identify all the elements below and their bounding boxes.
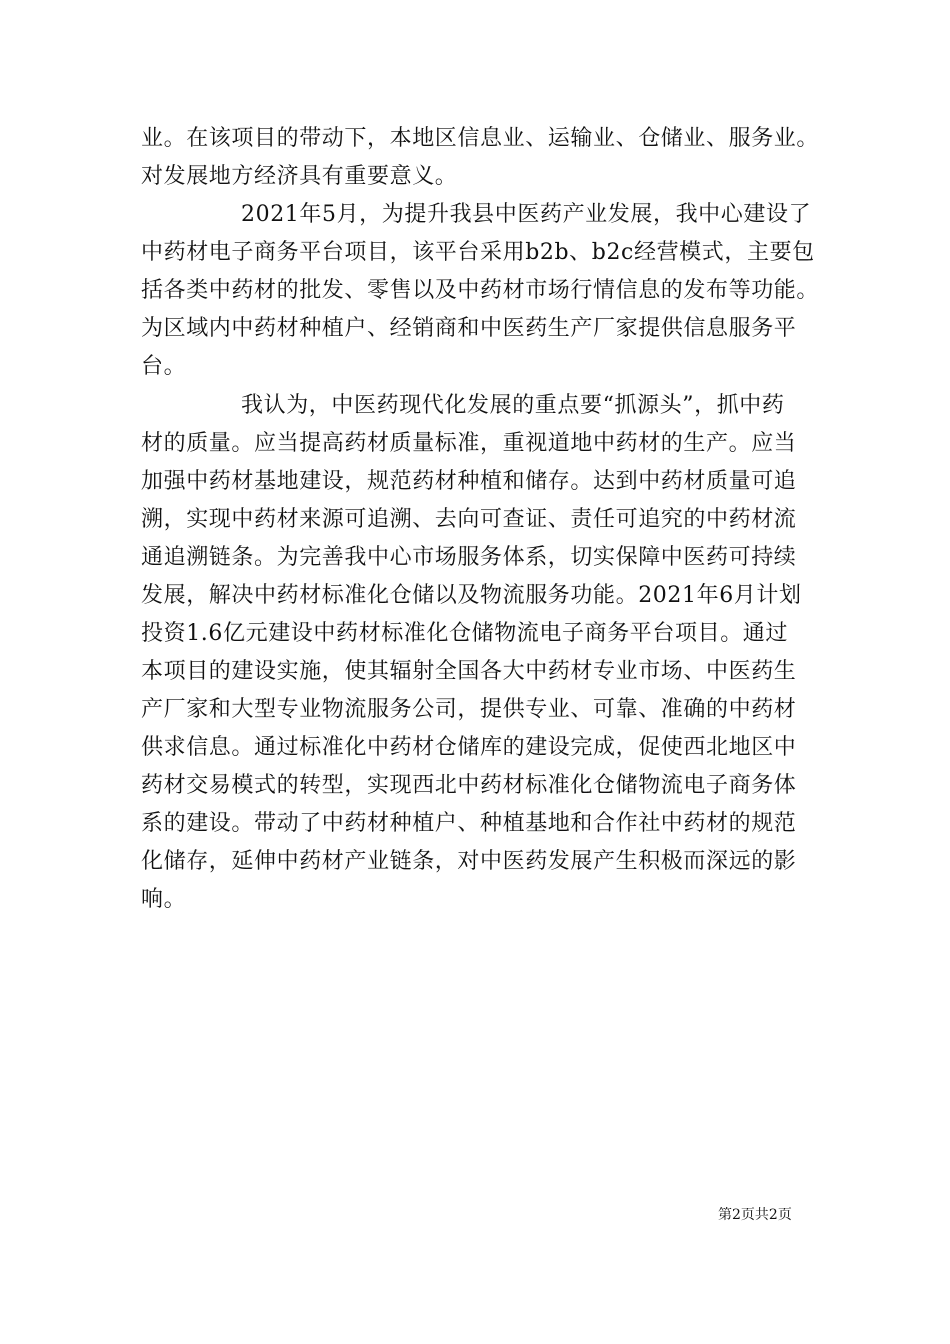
text-line: 产厂家和大型专业物流服务公司，提供专业、可靠、准确的中药材 bbox=[141, 697, 797, 722]
text-line: 响。 bbox=[141, 887, 187, 912]
text-line: 发展，解决中药材标准化仓储以及物流服务功能。2021年6月计划 bbox=[141, 583, 802, 608]
text-line: 溯，实现中药材来源可追溯、去向可查证、责任可追究的中药材流 bbox=[141, 507, 797, 532]
text-line: 括各类中药材的批发、零售以及中药材市场行情信息的发布等功能。 bbox=[141, 278, 820, 303]
text-line: 台。 bbox=[141, 354, 187, 379]
text-line: 本项目的建设实施，使其辐射全国各大中药材专业市场、中医药生 bbox=[141, 659, 797, 684]
text-line: 2021年5月，为提升我县中医药产业发展，我中心建设了 bbox=[241, 202, 812, 227]
text-line: 系的建设。带动了中药材种植户、种植基地和合作社中药材的规范 bbox=[141, 811, 797, 836]
text-line: 材的质量。应当提高药材质量标准，重视道地中药材的生产。应当 bbox=[141, 431, 797, 456]
text-line: 加强中药材基地建设，规范药材种植和储存。达到中药材质量可追 bbox=[141, 469, 797, 494]
text-line: 化储存，延伸中药材产业链条，对中医药发展产生积极而深远的影 bbox=[141, 849, 797, 874]
text-line: 对发展地方经济具有重要意义。 bbox=[141, 164, 458, 189]
text-line: 中药材电子商务平台项目，该平台采用b2b、b2c经营模式，主要包 bbox=[141, 240, 815, 265]
page-number: 第2页共2页 bbox=[718, 1207, 792, 1223]
text-line: 供求信息。通过标准化中药材仓储库的建设完成，促使西北地区中 bbox=[141, 735, 797, 760]
text-line: 药材交易模式的转型，实现西北中药材标准化仓储物流电子商务体 bbox=[141, 773, 797, 798]
text-line: 投资1.6亿元建设中药材标准化仓储物流电子商务平台项目。通过 bbox=[141, 621, 788, 646]
text-line: 为区域内中药材种植户、经销商和中医药生产厂家提供信息服务平 bbox=[141, 316, 797, 341]
text-line: 业。在该项目的带动下，本地区信息业、运输业、仓储业、服务业。 bbox=[141, 126, 820, 151]
text-line: 通追溯链条。为完善我中心市场服务体系，切实保障中医药可持续 bbox=[141, 545, 797, 570]
text-line: 我认为，中医药现代化发展的重点要“抓源头”，抓中药 bbox=[241, 393, 785, 418]
